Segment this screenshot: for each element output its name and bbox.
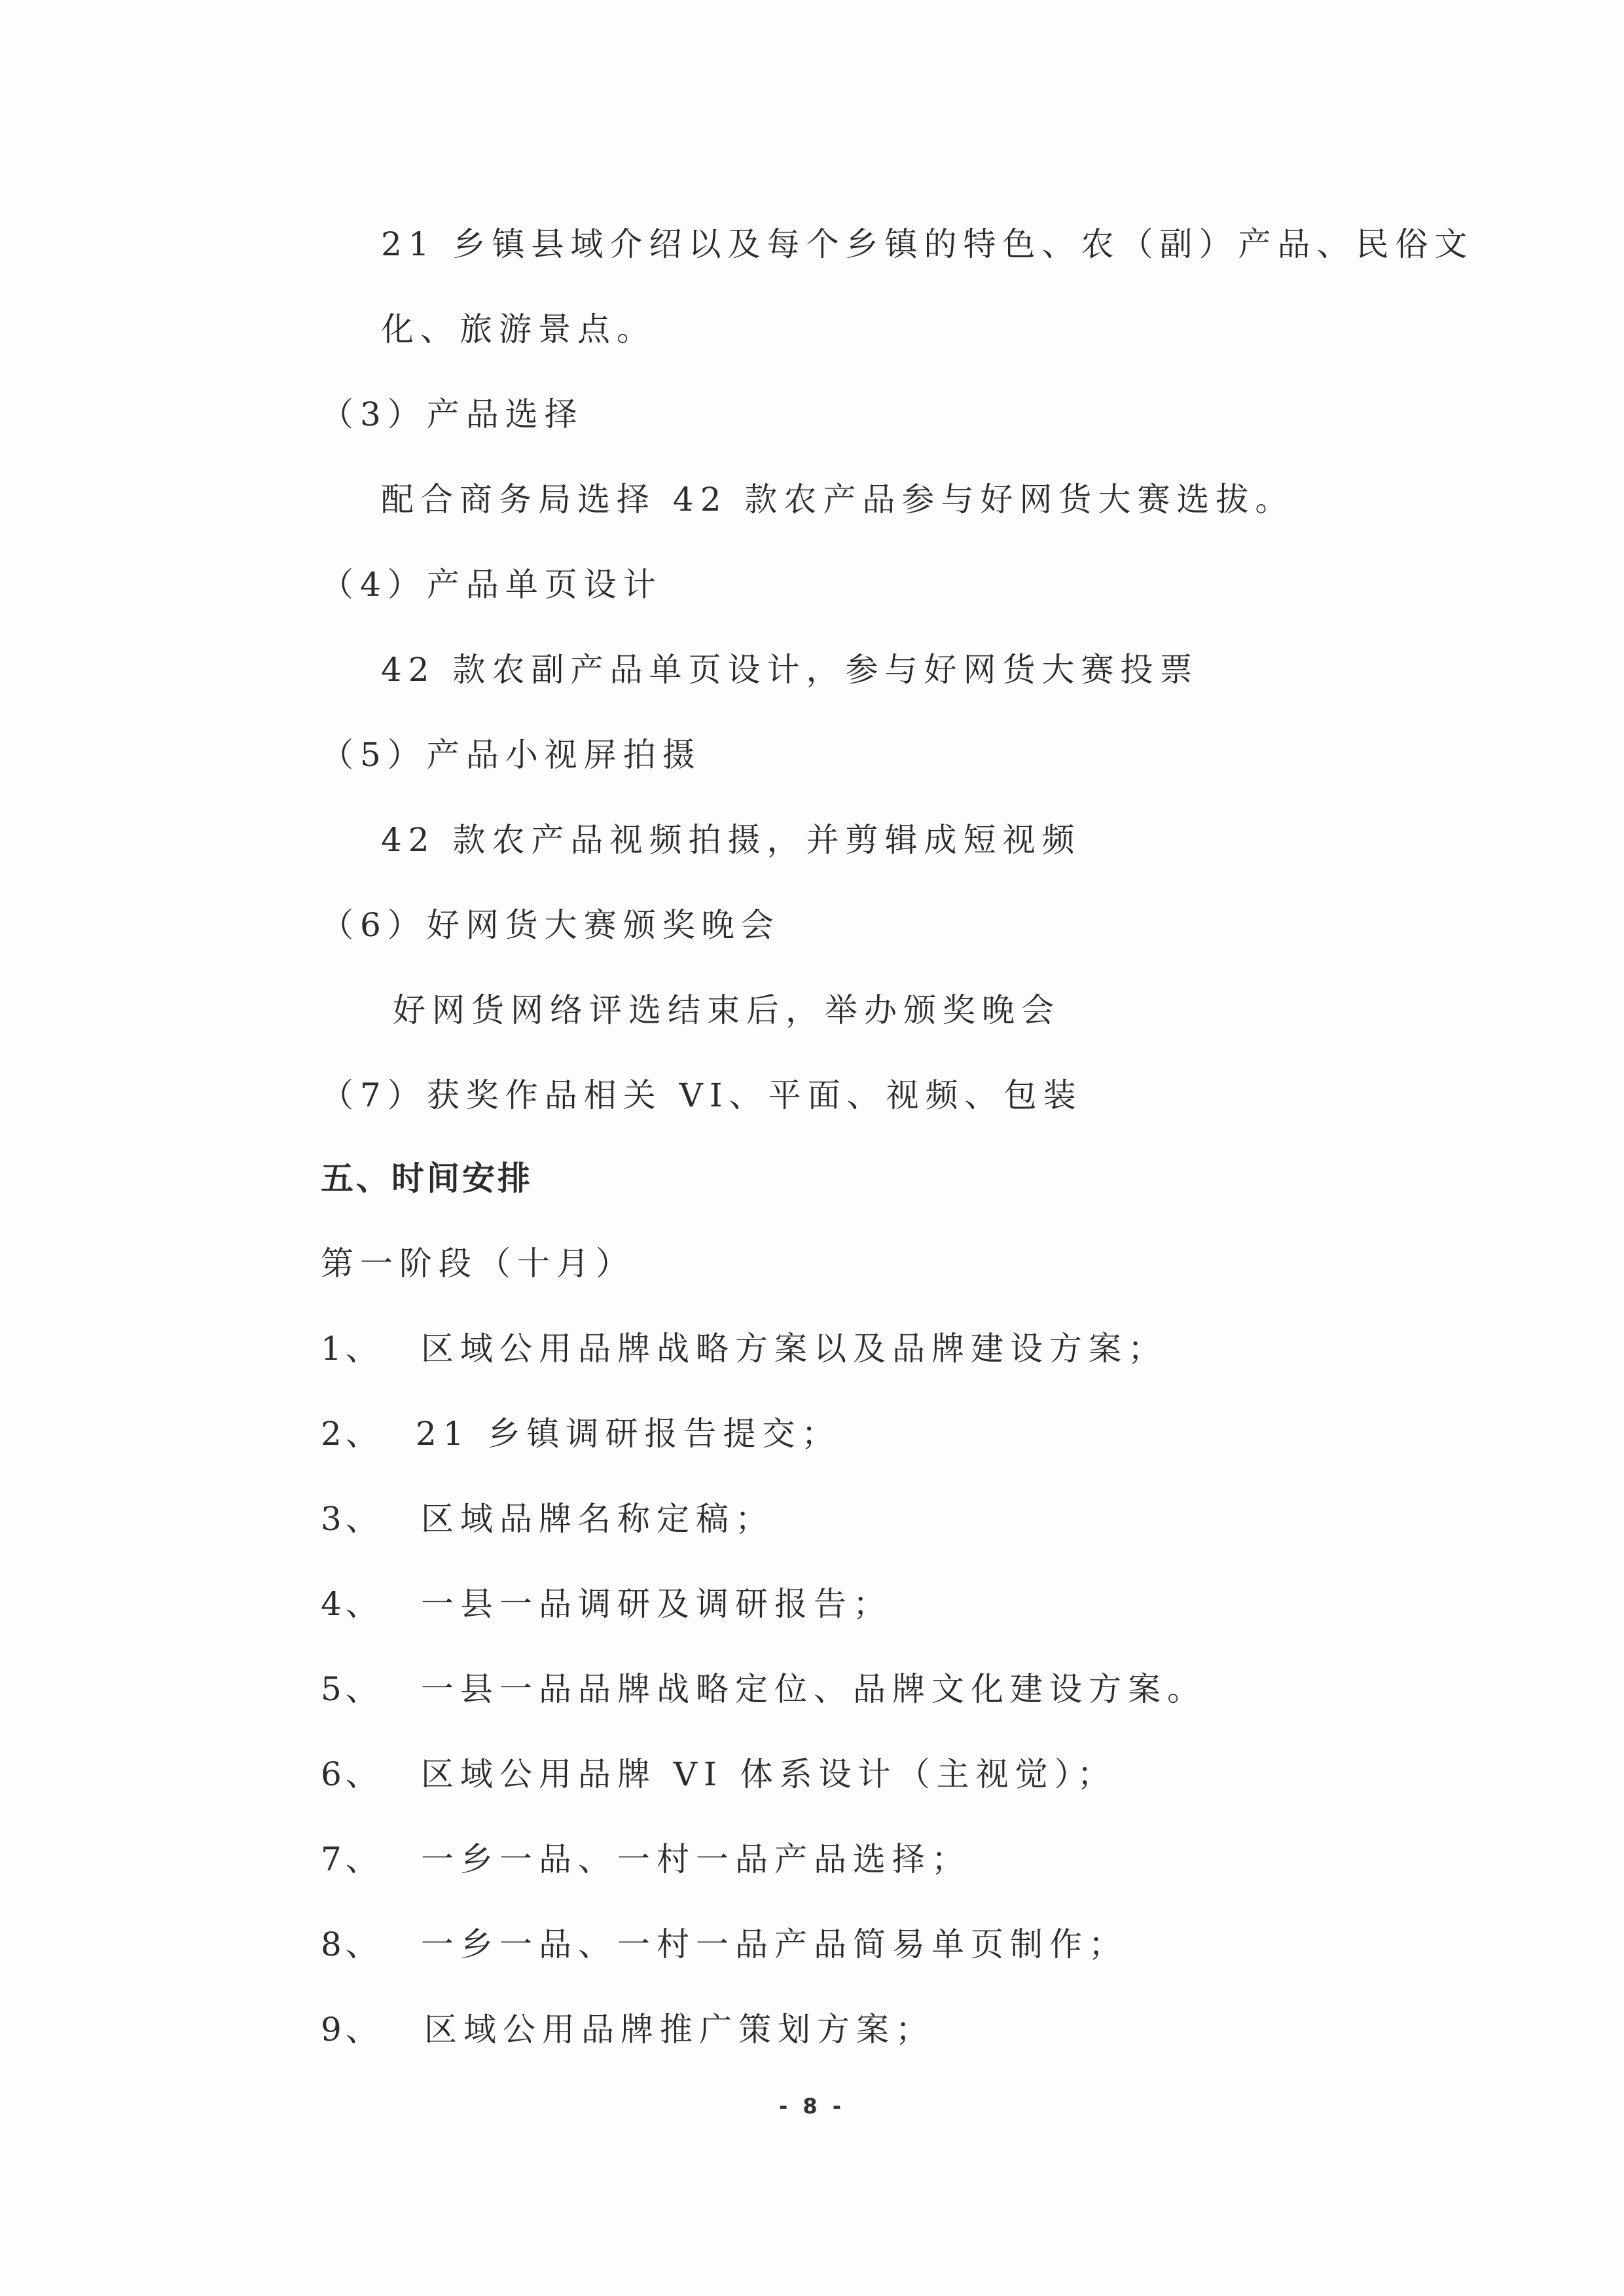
schedule-item-number: 9、 xyxy=(321,2011,382,2049)
section-heading: 五、时间安排 xyxy=(321,1159,533,1197)
schedule-item-number: 5、 xyxy=(321,1670,382,1708)
sub-heading: （3）产品选择 xyxy=(321,395,584,433)
schedule-item-text: 21 乡镇调研报告提交； xyxy=(416,1415,841,1453)
body-line: 配合商务局选择 42 款农产品参与好网货大赛选拔。 xyxy=(381,481,1295,519)
schedule-item-text: 一县一品调研及调研报告； xyxy=(421,1585,892,1623)
body-line: 好网货网络评选结束后，举办颁奖晚会 xyxy=(393,991,1060,1029)
schedule-item-text: 区域公用品牌 VI 体系设计（主视觉）； xyxy=(421,1755,1117,1793)
schedule-item-number: 6、 xyxy=(321,1755,382,1793)
schedule-item-number: 1、 xyxy=(321,1330,382,1368)
schedule-item-number: 7、 xyxy=(321,1840,382,1878)
body-line: 42 款农产品视频拍摄，并剪辑成短视频 xyxy=(381,821,1081,859)
schedule-item-text: 区域公用品牌战略方案以及品牌建设方案； xyxy=(421,1330,1167,1368)
schedule-item-number: 4、 xyxy=(321,1585,382,1623)
schedule-item-text: 区域品牌名称定稿； xyxy=(421,1500,774,1538)
schedule-item-text: 一乡一品、一村一品产品选择； xyxy=(421,1840,971,1878)
body-line: 42 款农副产品单页设计，参与好网货大赛投票 xyxy=(381,651,1199,689)
schedule-item-number: 3、 xyxy=(321,1500,382,1538)
phase-label: 第一阶段（十月） xyxy=(321,1245,635,1283)
schedule-item-text: 一乡一品、一村一品产品简易单页制作； xyxy=(421,1925,1128,1963)
body-line: 21 乡镇县域介绍以及每个乡镇的特色、农（副）产品、民俗文 xyxy=(381,225,1474,263)
schedule-item-text: 区域公用品牌推广策划方案； xyxy=(424,2011,935,2049)
schedule-item-number: 8、 xyxy=(321,1925,382,1963)
schedule-item-number: 2、 xyxy=(321,1415,382,1453)
sub-heading: （7）获奖作品相关 VI、平面、视频、包装 xyxy=(321,1076,1083,1114)
sub-heading: （4）产品单页设计 xyxy=(321,566,662,604)
page-number: - 8 - xyxy=(778,2094,846,2119)
sub-heading: （6）好网货大赛颁奖晚会 xyxy=(321,906,780,944)
body-line: 化、旅游景点。 xyxy=(381,310,656,348)
sub-heading: （5）产品小视屏拍摄 xyxy=(321,736,702,774)
schedule-item-text: 一县一品品牌战略定位、品牌文化建设方案。 xyxy=(421,1670,1206,1708)
